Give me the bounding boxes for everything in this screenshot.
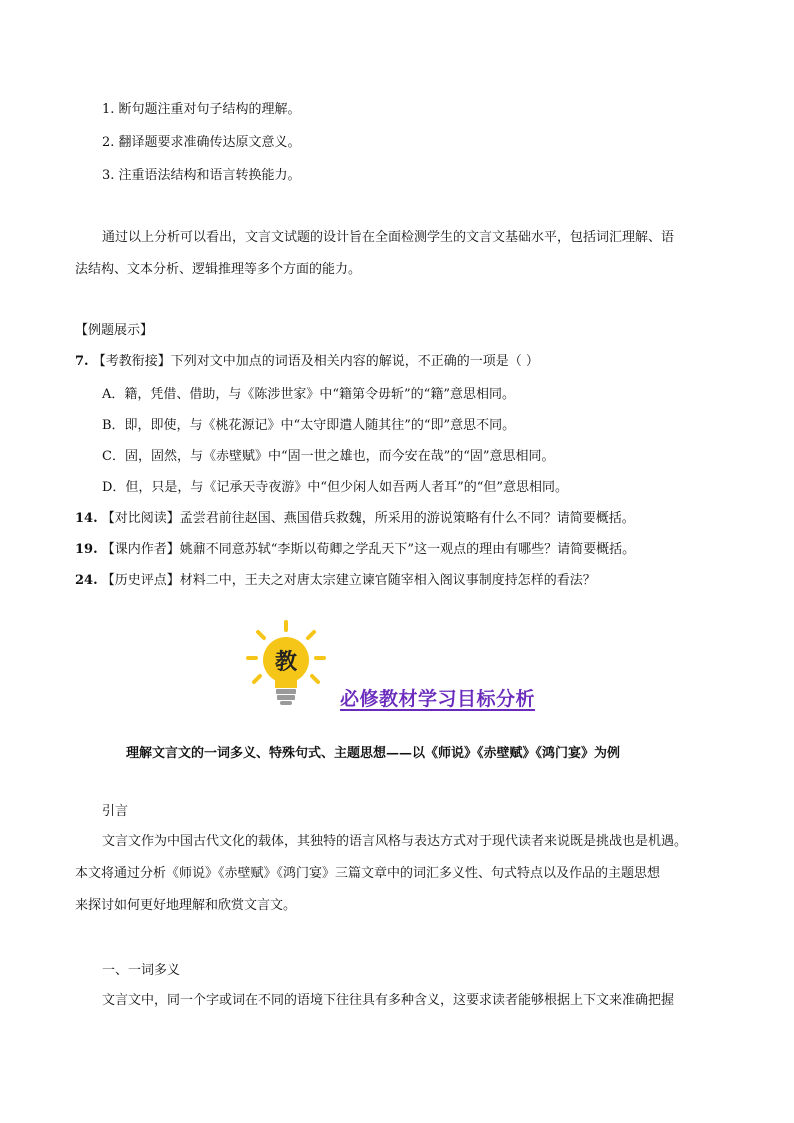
question-text: 下列对文中加点的词语及相关内容的解说，不正确的一项是（ ） xyxy=(170,354,539,369)
question-tag: 【考教衔接】 xyxy=(92,354,171,369)
intro-line-2: 本文将通过分析《师说》《赤壁赋》《鸿门宴》三篇文章中的词汇多义性、句式特点以及作品的主题思想 xyxy=(75,866,661,881)
question-number: 24. xyxy=(75,573,98,588)
question-19 xyxy=(75,541,635,559)
subtitle: 理解文言文的一词多义、特殊句式、主题思想——以《师说》《赤壁赋》《鸿门宴》为例 xyxy=(126,746,621,761)
question-text: 材料二中，王夫之对唐太宗建立谏官随宰相入阁议事制度持怎样的看法？ xyxy=(179,573,596,588)
question-tag: 【对比阅读】 xyxy=(101,511,180,526)
section-label: 【例题展示】 xyxy=(75,323,154,338)
question-number: 19. xyxy=(75,542,98,557)
question-number: 14. xyxy=(75,511,98,526)
summary-line-2: 法结构、文本分析、逻辑推理等多个方面的能力。 xyxy=(75,262,362,277)
section-1-text: 文言文中，同一个字或词在不同的语境下往往具有多种含义，这要求读者能够根据上下文来准确把握 xyxy=(102,993,675,1008)
question-tag: 【历史评点】 xyxy=(101,573,180,588)
point-1: 1. 断句题注重对句子结构的理解。 xyxy=(102,102,301,117)
option-b: B．即，即使，与《桃花源记》中“太守即遣人随其往”的“即”意思不同。 xyxy=(102,418,516,433)
intro-line-1: 文言文作为中国古代文化的载体，其独特的语言风格与表达方式对于现代读者来说既是挑战也是机遇。 xyxy=(102,834,688,849)
question-number: 7. xyxy=(75,354,89,369)
question-tag: 【课内作者】 xyxy=(101,542,180,557)
question-7 xyxy=(75,353,539,371)
question-text: 孟尝君前往赵国、燕国借兵救魏，所采用的游说策略有什么不同？请简要概括。 xyxy=(179,511,635,526)
question-text: 姚鼐不同意苏轼“李斯以荀卿之学乱天下”这一观点的理由有哪些？请简要概括。 xyxy=(179,542,636,557)
question-14 xyxy=(75,510,635,528)
option-d: D．但，只是，与《记承天寺夜游》中“但少闲人如吾两人者耳”的“但”意思相同。 xyxy=(102,480,569,495)
intro-heading: 引言 xyxy=(102,804,129,819)
point-2: 2. 翻译题要求准确传达原文意义。 xyxy=(102,135,301,150)
lightbulb-icon xyxy=(244,618,328,710)
summary-line-1: 通过以上分析可以看出，文言文试题的设计旨在全面检测学生的文言文基础水平，包括词汇理解、语 xyxy=(102,230,675,245)
option-c: C．固，固然，与《赤壁赋》中“固一世之雄也，而今安在哉”的“固”意思相同。 xyxy=(102,449,555,464)
intro-line-3: 来探讨如何更好地理解和欣赏文言文。 xyxy=(75,898,297,913)
question-24 xyxy=(75,572,596,590)
section-1-heading: 一、一词多义 xyxy=(102,963,181,978)
icon-character: 教 xyxy=(274,650,298,675)
banner-title: 必修教材学习目标分析 xyxy=(340,688,536,710)
point-3: 3. 注重语法结构和语言转换能力。 xyxy=(102,168,301,183)
option-a: A．籍，凭借、借助，与《陈涉世家》中“籍第令毋斩”的“籍”意思相同。 xyxy=(102,387,515,402)
